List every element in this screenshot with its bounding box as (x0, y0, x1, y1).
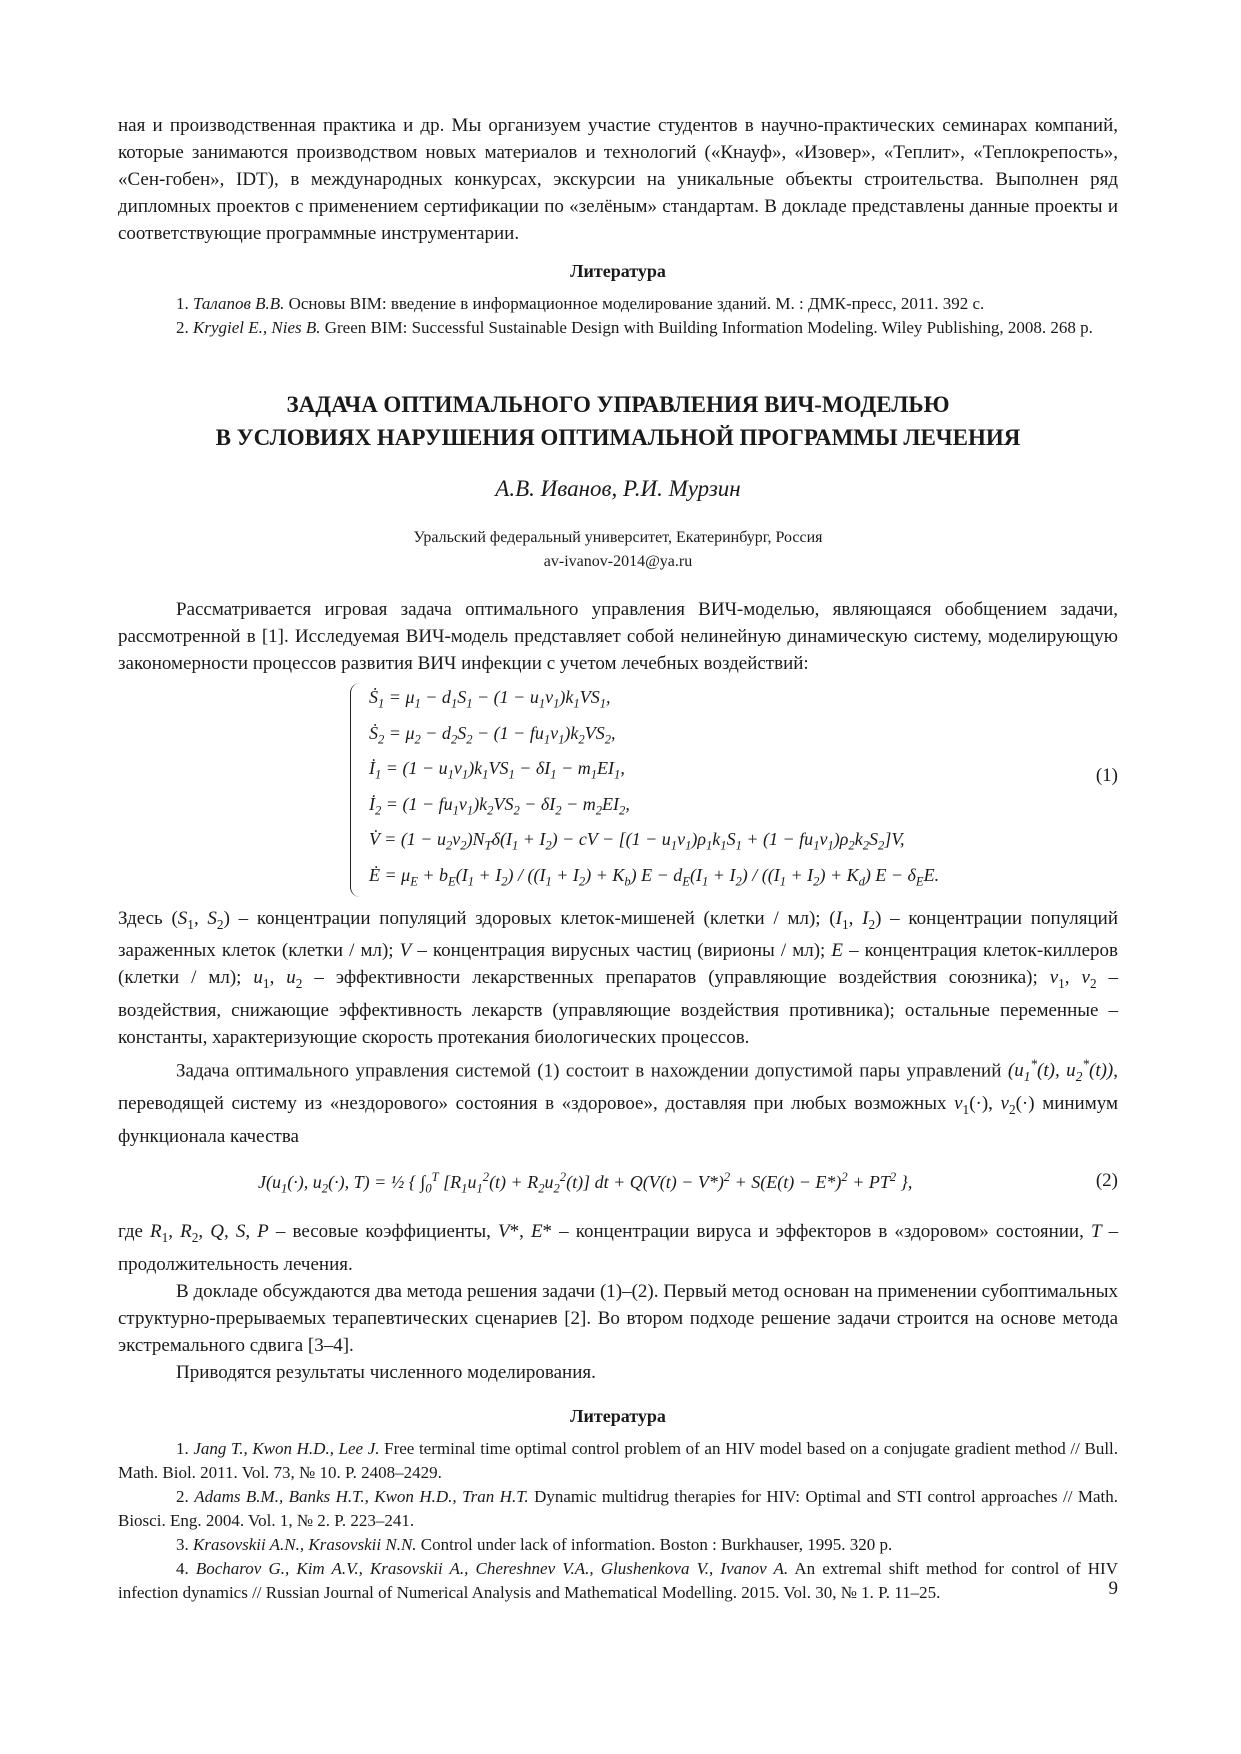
references-list-1 (118, 292, 1118, 340)
article-title: ЗАДАЧА ОПТИМАЛЬНОГО УПРАВЛЕНИЯ ВИЧ-МОДЕЛЬЮ В УСЛОВИЯХ НАРУШЕНИЯ ОПТИМАЛЬНОЙ ПРОГРАММЫ ЛЕЧЕНИЯ (215, 392, 1021, 450)
reference-item: 3. Krasovskii A.N., Krasovskii N.N. Control under lack of information. Boston : Burkhauser, 1995. 320 p. (176, 1534, 893, 1554)
paragraph-variables: Здесь ($S_1$, $S_2$) – концентрации популяций здоровых клеток-мишеней (клетки / мл); ($I_1$, $I_2$) – концентрации популяций зараженных клеток (клетки / мл); V – концентрация вирусных частиц (вирионы / мл); E – концентрация клеток-киллеров (клетки / мл); $u_1$, $u_2$ – эффективности лекарственных препаратов (управляющие воздействия союзника); $v_1$, $v_2$ – воздействия, снижающие эффективность лекарств (управляющие воздействия противника); остальные переменные – константы, характеризующие скорость протекания биологических процессов. (118, 907, 1119, 1049)
paragraph-methods: В докладе обсуждаются два метода решения задачи (1)–(2). Первый метод основан на применении субоптимальных структурно-прерываемых терапевтических сценариев [2]. Во втором подходе решение задачи строится на основе метода экстремального сдвига [3–4]. (118, 1280, 1118, 1356)
intro-paragraph: ная и производственная практика и др. Мы организуем участие студентов в научно-практических семинарах компаний, которые занимаются производством новых материалов и технологий («Кнауф», «Изовер», «Теплит», «Теплокрепость», «Сен-гобен», IDT), в международных конкурсах, экскурсии на уникальные объекты строительства. Выполнен ряд дипломных проектов с применением сертификации по «зелёным» стандартам. В докладе представлены данные проекты и соответствующие программные инструментарии. (118, 115, 1118, 244)
page-body (118, 112, 1118, 1605)
page-number: 9 (1108, 1578, 1118, 1599)
brace-icon (350, 683, 363, 897)
paragraph-problem: Задача оптимального управления системой (1) состоит в нахождении допустимой пары управлений ($u_1^*(t)$, $u_2^*(t)$), переводящей систему из «нездорового» состояния в «здоровое», доставляя при любых возможных $v_1(\cdot)$, $v_2(\cdot)$ минимум функционала качества (118, 1057, 1119, 1148)
paragraph-weights: где $R_1$, $R_2$, Q, S, P – весовые коэффициенты, V*, E* – концентрации вируса и эффекторов в «здоровом» состоянии, T – продолжительность лечения. (118, 1221, 1119, 1275)
equation-2: (2) $J(u_1(\cdot)$, $u_2(\cdot)$, T) = ½ { $\int_0^T$ $[R_1u_1^2(t) + R_2u_2^2(t)]$ dt + $Q(V(t) - V*)^2 + S(E(t) - E*)^2 + PT^2$ }, (258, 1170, 1118, 1196)
equation-system-1: (1) Ṡ$_1$ = $\mu_1 - d_1S_1 - (1 - u_1v_1)k_1VS_1$, Ṡ$_2$ = $\mu_2 - d_2S_2 - (1 - fu_1v_1)k_2VS_2$, $İ_1 = (1 - u_1v_1)k_1VS_1 - \delta I_1 - m_1EI_1$, $İ_2 = (1 - fu_1v_1)k_2VS_2 - \delta I_2 - m_2EI_2$, V̇ = $(1 - u_2v_2)N_T\delta(I_1 + I_2)$ − cV − $[(1 - u_1v_1)\rho_1k_1S_1 + (1 - fu_1v_1)\rho_2k_2S_2]V$, Ė = $\mu_E + b_E(I_1 + I_2) / ((I_1 + I_2) + K_b) E - d_E(I_1 + I_2) / ((I_1 + I_2) + K_d) E - \delta_EE$. (118, 683, 1118, 897)
reference-item: 1. Талапов В.В. Основы BIM: введение в информационное моделирование зданий. М. : ДМК-пресс, 2011. 392 с. (176, 294, 985, 313)
reference-item: 2. Adams B.M., Banks H.T., Kwon H.D., Tran H.T. Dynamic multidrug therapies for HIV: Optimal and STI control approaches // Math. Biosci. Eng. 2004. Vol. 1, № 2. P. 223–241. (118, 1486, 1119, 1530)
affiliation: Уральский федеральный университет, Екатеринбург, Россия av-ivanov-2014@ya.ru (413, 529, 823, 570)
article-authors: А.В. Иванов, Р.И. Мурзин (495, 476, 741, 501)
reference-item: 1. Jang T., Kwon H.D., Lee J. Free terminal time optimal control problem of an HIV model based on a conjugate gradient method // Bull. Math. Biol. 2011. Vol. 73, № 10. P. 2408–2429. (118, 1438, 1119, 1482)
paragraph-results: Приводятся результаты численного моделирования. (176, 1361, 596, 1383)
references-heading-2: Литература (570, 1405, 666, 1426)
references-heading-1: Литература (570, 261, 666, 281)
references-list-2 (118, 1437, 1118, 1605)
paragraph-intro: Рассматривается игровая задача оптимального управления ВИЧ-моделью, являющаяся обобщением задачи, рассмотренной в [1]. Исследуемая ВИЧ-модель представляет собой нелинейную динамическую систему, моделирующую закономерности процессов развития ВИЧ инфекции с учетом лечебных воздействий: (118, 599, 1118, 674)
reference-item: 4. Bocharov G., Kim A.V., Krasovskii A., Chereshnev V.A., Glushenkova V., Ivanov A. An extremal shift method for control of HIV infection dynamics // Russian Journal of Numerical Analysis and Mathematical Modelling. 2015. Vol. 30, № 1. P. 11–25. (118, 1558, 1118, 1602)
reference-item: 2. Krygiel E., Nies B. Green BIM: Successful Sustainable Design with Building Information Modeling. Wiley Publishing, 2008. 268 p. (176, 318, 1093, 337)
